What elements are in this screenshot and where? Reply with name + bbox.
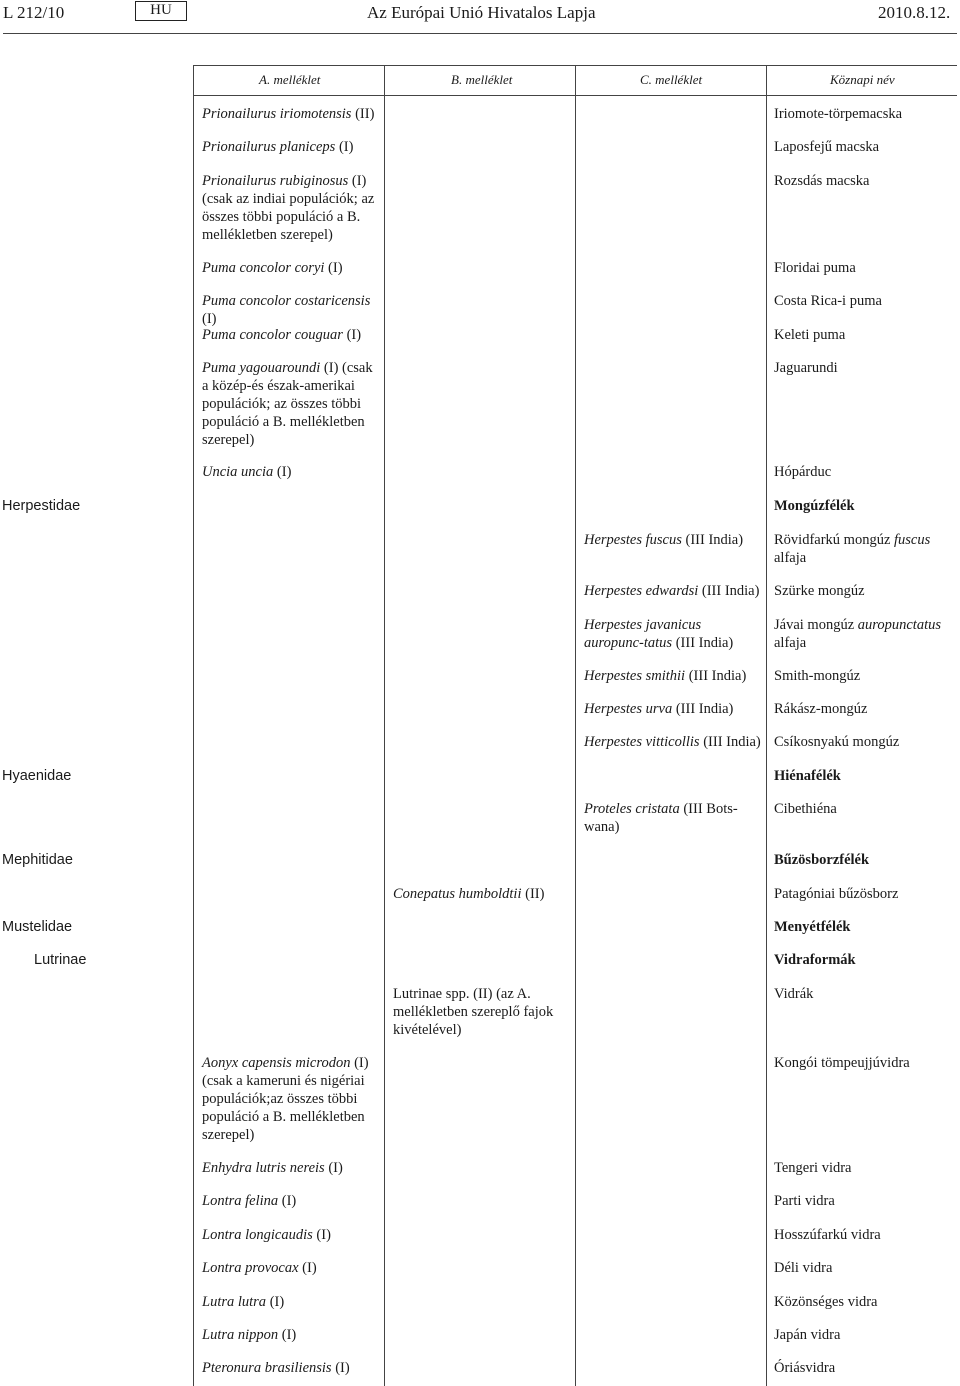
species-annex-a: Puma concolor costaricensis (I) [202,293,371,327]
subfamily-common-name: Vidraformák [774,952,856,968]
species-annex-a: Lutra lutra (I) [202,1294,285,1310]
species-annex-a: Puma concolor couguar (I) [202,327,362,343]
common-name: Vidrák [774,986,814,1002]
common-name: Déli vidra [774,1260,833,1276]
species-annex-c: Herpestes fuscus (III India) [584,532,744,548]
column-divider [193,65,194,1386]
language-badge: HU [135,1,187,21]
family-name: Hyaenidae [2,768,72,784]
header-rule [3,33,957,34]
common-name: Parti vidra [774,1193,835,1209]
species-annex-a: Prionailurus iriomotensis (II) [202,106,375,122]
species-annex-b: Conepatus humboldtii (II) [393,886,545,902]
common-name: Cibethiéna [774,801,837,817]
common-name: Jávai mongúz auropunctatus alfaja [774,617,942,651]
family-common-name: Hiénafélék [774,768,841,784]
column-divider [766,65,767,1386]
species-annex-a: Lontra provocax (I) [202,1260,317,1276]
family-common-name: Bűzösborzfélék [774,852,870,868]
page-header [0,0,960,34]
family-name: Herpestidae [2,498,81,514]
common-name: Tengeri vidra [774,1160,852,1176]
species-annex-c: Herpestes vitticollis (III India) [584,734,761,750]
common-name: Rövidfarkú mongúz fuscus alfaja [774,532,931,566]
species-annex-a: Prionailurus planiceps (I) [202,139,354,155]
species-annex-c: Herpestes javanicus auropunc-tatus (III India) [584,617,734,651]
species-annex-a: Prionailurus rubiginosus (I) (csak az indiai populációk; az összes többi populáció a B. mellékletben szerepel) [202,173,375,243]
common-name: Smith-mongúz [774,668,861,684]
column-header-annex-c: C. melléklet [640,72,703,87]
column-divider [384,65,385,1386]
species-annex-a: Enhydra lutris nereis (I) [202,1160,343,1176]
species-annex-c: Herpestes smithii (III India) [584,668,747,684]
common-name: Laposfejű macska [774,139,880,155]
species-annex-a: Uncia uncia (I) [202,464,292,480]
species-annex-a: Lontra longicaudis (I) [202,1227,331,1243]
common-name: Közönséges vidra [774,1294,878,1310]
species-annex-a: Lontra felina (I) [202,1193,297,1209]
family-name: Mustelidae [2,919,73,935]
common-name: Hosszúfarkú vidra [774,1227,881,1243]
page-number: L 212/10 [3,3,65,22]
species-annex-a: Puma yagouaroundi (I) (csak a közép-és észak-amerikai populációk; az összes többi populáció a B. mellékletben szerepel) [202,360,373,448]
annex-table [0,65,960,1386]
common-name: Iriomote-törpemacska [774,106,903,122]
common-name: Costa Rica-i puma [774,293,882,309]
common-name: Kongói tömpeujjúvidra [774,1055,910,1071]
journal-title: Az Európai Unió Hivatalos Lapja [367,3,596,22]
common-name: Szürke mongúz [774,583,865,599]
species-annex-c: Herpestes edwardsi (III India) [584,583,760,599]
column-header-annex-b: B. melléklet [451,72,513,87]
common-name: Csíkosnyakú mongúz [774,734,900,750]
common-name: Patagóniai bűzösborz [774,886,899,902]
species-annex-c: Herpestes urva (III India) [584,701,734,717]
column-header-common-name: Köznapi név [830,72,895,87]
species-annex-a: Pteronura brasiliensis (I) [202,1360,350,1376]
common-name: Rozsdás macska [774,173,870,189]
species-annex-b: Lutrinae spp. (II) (az A. mellékletben szereplő fajok kivételével) [393,986,554,1038]
subfamily-name: Lutrinae [34,952,87,968]
species-annex-c: Proteles cristata (III Bots-wana) [584,801,738,835]
publication-date: 2010.8.12. [878,3,951,22]
common-name: Hópárduc [774,464,832,480]
species-annex-a: Lutra nippon (I) [202,1327,297,1343]
common-name: Floridai puma [774,260,856,276]
column-header-annex-a: A. melléklet [259,72,321,87]
family-common-name: Mongúzfélék [774,498,855,514]
common-name: Keleti puma [774,327,846,343]
family-name: Mephitidae [2,852,73,868]
common-name: Jaguarundi [774,360,838,376]
common-name: Japán vidra [774,1327,841,1343]
common-name: Rákász-mongúz [774,701,868,717]
common-name: Óriásvidra [774,1360,836,1376]
column-divider [575,65,576,1386]
family-common-name: Menyétfélék [774,919,851,935]
species-annex-a: Puma concolor coryi (I) [202,260,343,276]
species-annex-a: Aonyx capensis microdon (I) (csak a kameruni és nigériai populációk;az összes többi populáció a B. mellékletben szerepel) [202,1055,369,1143]
